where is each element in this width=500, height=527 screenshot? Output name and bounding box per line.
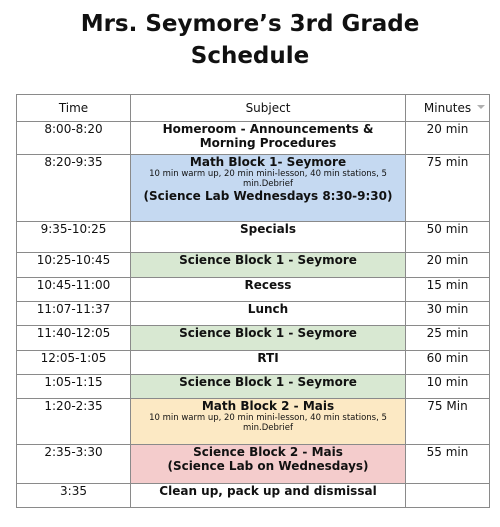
row-time: 8:00-8:20 (17, 122, 131, 155)
title-line-1: Mrs. Seymore’s 3rd Grade (80, 11, 420, 37)
page-title (0, 8, 500, 72)
row-minutes: 25 min (406, 326, 490, 351)
header-time: Time (17, 95, 131, 122)
header-row (17, 95, 490, 122)
row-minutes: 15 min (406, 278, 490, 302)
row-time: 11:40-12:05 (17, 326, 131, 351)
row-minutes: 10 min (406, 375, 490, 399)
row-time: 3:35 (17, 484, 131, 508)
row-subject-extra: (Science Lab on Wednesdays) (167, 459, 369, 473)
header-minutes[interactable] (406, 95, 490, 122)
row-subject-extra: (Science Lab Wednesdays 8:30-9:30) (143, 189, 393, 203)
row-minutes: 60 min (406, 351, 490, 375)
table-row (17, 445, 490, 484)
row-minutes: 75 Min (406, 399, 490, 445)
row-time: 10:45-11:00 (17, 278, 131, 302)
row-subject: RTI (257, 351, 279, 365)
row-subject: Math Block 2 - Mais (201, 399, 335, 413)
row-subject-cell (131, 375, 406, 399)
row-minutes: 20 min (406, 122, 490, 155)
schedule-table (16, 94, 490, 508)
row-subject-cell (131, 122, 406, 155)
row-subject: Math Block 1- Seymore (189, 155, 347, 169)
row-subject-cell (131, 222, 406, 253)
header-subject: Subject (131, 95, 406, 122)
row-minutes: 55 min (406, 445, 490, 484)
row-subject-cell (131, 253, 406, 278)
table-row (17, 399, 490, 445)
row-time: 12:05-1:05 (17, 351, 131, 375)
header-minutes-label: Minutes (423, 101, 472, 115)
row-subject-note: 10 min warm up, 20 min mini-lesson, 40 min stations, 5 min.Debrief (149, 413, 387, 433)
table-row (17, 351, 490, 375)
row-time: 1:20-2:35 (17, 399, 131, 445)
row-subject-cell (131, 302, 406, 326)
row-subject: Science Block 1 - Seymore (179, 375, 357, 389)
row-subject-cell (131, 278, 406, 302)
table-row (17, 302, 490, 326)
row-time: 10:25-10:45 (17, 253, 131, 278)
row-time: 9:35-10:25 (17, 222, 131, 253)
row-minutes (406, 484, 490, 508)
dropdown-arrow-icon[interactable] (476, 102, 485, 111)
row-time: 11:07-11:37 (17, 302, 131, 326)
row-subject: Specials (240, 222, 296, 236)
table-row (17, 278, 490, 302)
row-subject-cell (131, 326, 406, 351)
table-row (17, 155, 490, 222)
row-subject-cell (131, 484, 406, 508)
row-minutes: 75 min (406, 155, 490, 222)
row-subject: Clean up, pack up and dismissal (159, 484, 377, 498)
row-minutes: 30 min (406, 302, 490, 326)
row-subject-cell (131, 445, 406, 484)
row-subject-cell (131, 399, 406, 445)
table-row (17, 484, 490, 508)
row-subject-note: 10 min warm up, 20 min mini-lesson, 40 min stations, 5 min.Debrief (149, 169, 387, 189)
row-subject: Science Block 1 - Seymore (179, 326, 357, 340)
row-minutes: 20 min (406, 253, 490, 278)
row-subject: Science Block 2 - Mais (193, 445, 343, 459)
table-row (17, 122, 490, 155)
row-minutes: 50 min (406, 222, 490, 253)
table-row (17, 253, 490, 278)
row-time: 8:20-9:35 (17, 155, 131, 222)
table-row (17, 326, 490, 351)
table-row (17, 222, 490, 253)
row-subject: Recess (244, 278, 292, 292)
row-subject: Science Block 1 - Seymore (179, 253, 357, 267)
row-time: 1:05-1:15 (17, 375, 131, 399)
title-line-2: Schedule (190, 43, 310, 69)
row-subject: Homeroom - Announcements & Morning Procedures (162, 122, 374, 150)
row-time: 2:35-3:30 (17, 445, 131, 484)
row-subject-cell (131, 351, 406, 375)
table-row (17, 375, 490, 399)
row-subject: Lunch (247, 302, 289, 316)
row-subject-cell (131, 155, 406, 222)
